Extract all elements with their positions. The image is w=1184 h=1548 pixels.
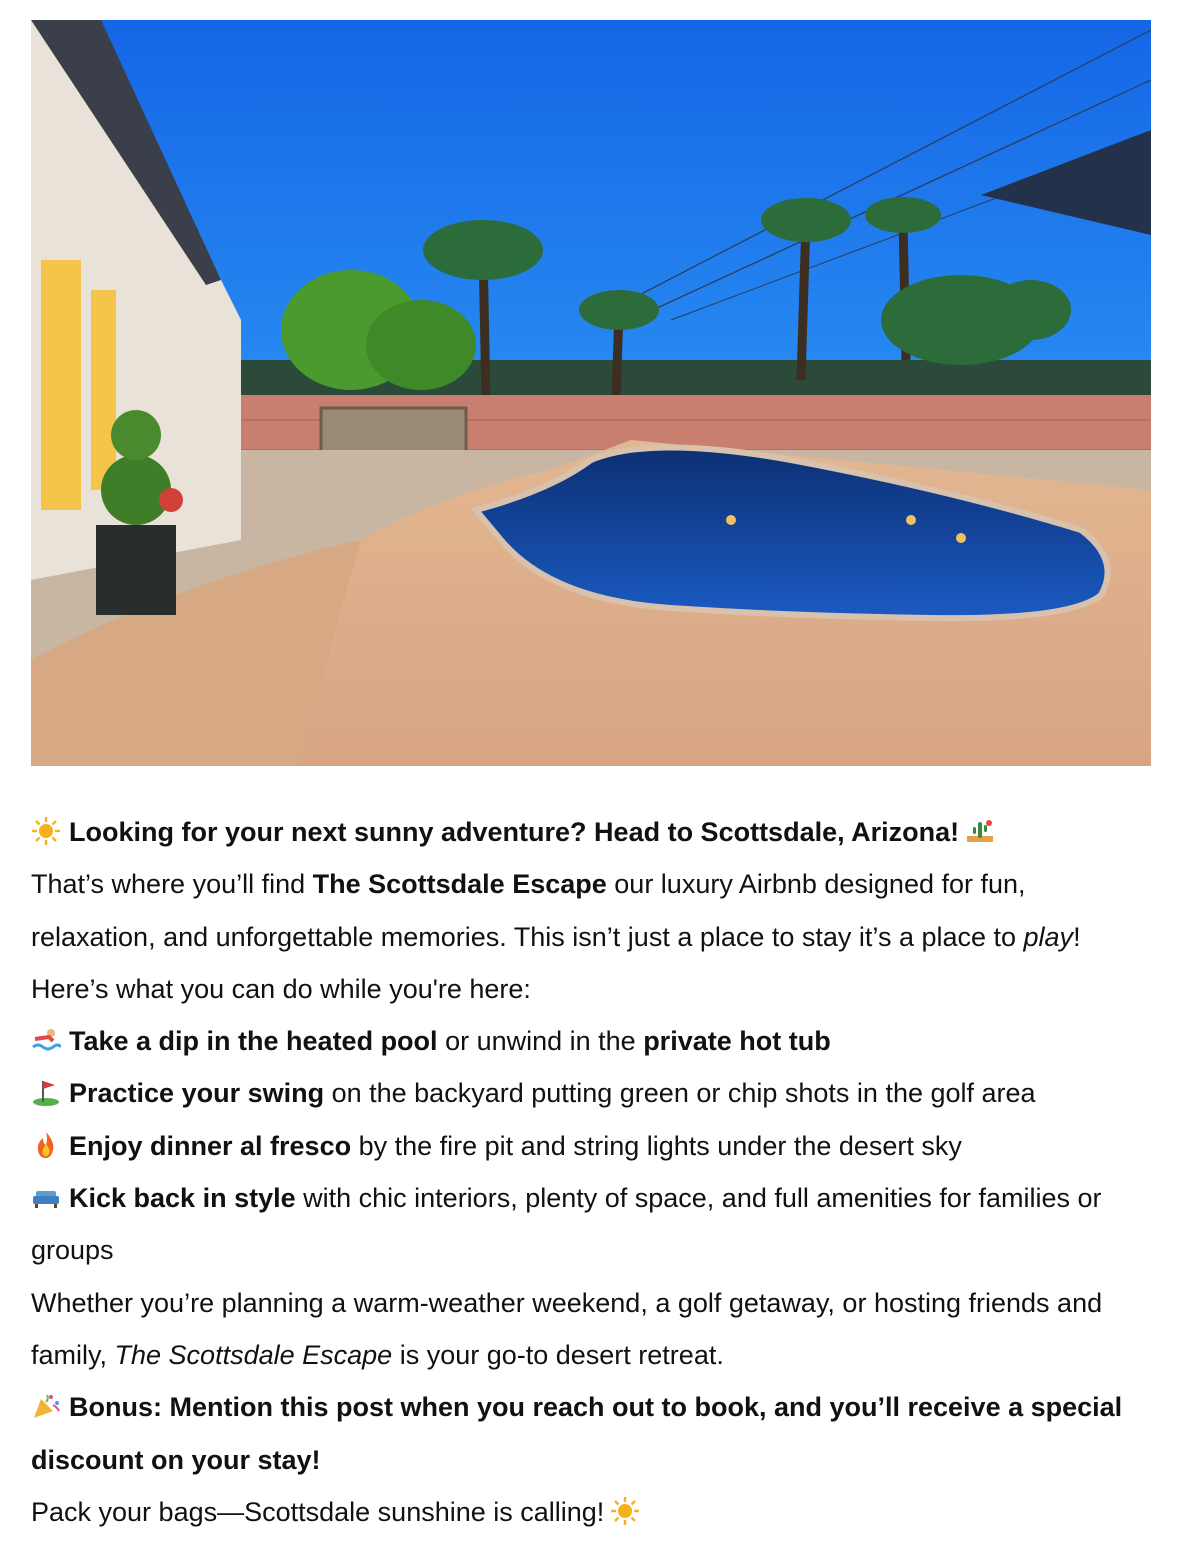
activity-item-dinner [31,1120,1156,1172]
closing-text-2: is your go-to desert retreat. [392,1339,724,1370]
closing-paragraph [31,1277,1156,1382]
backyard-pool-illustration [31,20,1151,766]
play-word: play [1023,921,1074,952]
intro-text-1: That’s where you’ll find [31,869,313,900]
activity-style-bold: Kick back in style [69,1183,296,1214]
sun-icon [31,816,61,846]
headline-line [31,806,1156,858]
activity-dinner-text: by the fire pit and string lights under the desert sky [351,1130,962,1161]
post-body [31,806,1156,1538]
activity-golf-text: on the backyard putting green or chip shots in the golf area [324,1078,1036,1109]
couch-icon [31,1182,61,1212]
signoff-line [31,1486,1156,1538]
bonus-text: Bonus: Mention this post when you reach out to book, and you’ll receive a special discount on your stay! [31,1392,1123,1475]
hero-photo [31,20,1151,766]
swimmer-icon [31,1025,61,1055]
activity-pool-bold: Take a dip in the heated pool [69,1026,438,1057]
activity-style-text: with chic interiors, plenty of space, and full amenities for families or groups [31,1183,1102,1266]
activity-dinner-bold: Enjoy dinner al fresco [69,1130,352,1161]
signoff-text: Pack your bags—Scottsdale sunshine is calling! [31,1496,605,1527]
fire-icon [31,1130,61,1160]
closing-brand: The Scottsdale Escape [114,1339,393,1370]
brand-name: The Scottsdale Escape [312,869,607,900]
intro-text-3: ! Here’s what you can do while you're here: [31,921,1081,1004]
activity-pool-text: or unwind in the [437,1026,644,1057]
desert-icon [965,816,995,846]
activity-golf-bold: Practice your swing [69,1078,325,1109]
intro-text-2: our luxury Airbnb designed for fun, relaxation, and unforgettable memories. This isn’t just a place to stay it’s a place to [31,869,1026,952]
headline: Looking for your next sunny adventure? Head to Scottsdale, Arizona! [69,817,960,847]
sun-icon [610,1496,640,1526]
bonus-paragraph [31,1381,1156,1486]
activity-hottub-bold: private hot tub [643,1026,831,1057]
activity-item-pool [31,1015,1156,1067]
closing-text-1: Whether you’re planning a warm-weather weekend, a golf getaway, or hosting friends and family, [31,1287,1103,1370]
golf-flag-icon [31,1077,61,1107]
intro-paragraph [31,858,1156,1015]
activity-item-golf [31,1067,1156,1119]
party-popper-icon [31,1391,61,1421]
activity-item-style [31,1172,1156,1277]
